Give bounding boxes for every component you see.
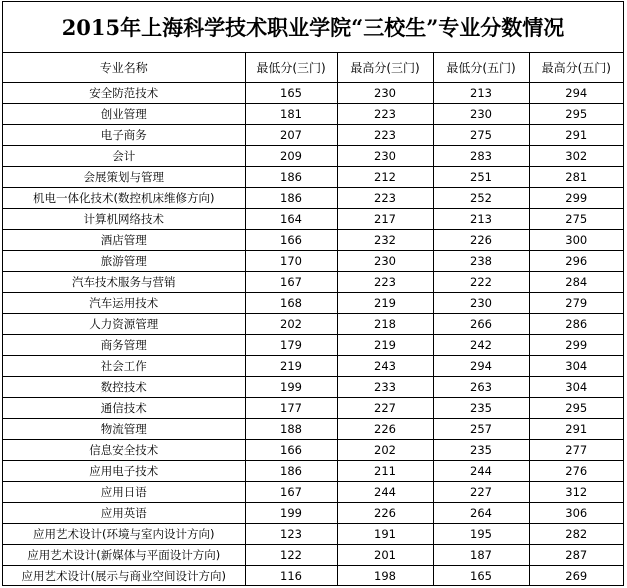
major-name-cell: 旅游管理 xyxy=(3,251,245,272)
max-score-three-cell: 226 xyxy=(337,503,433,524)
max-score-three-cell: 230 xyxy=(337,251,433,272)
min-score-five-cell: 275 xyxy=(433,125,529,146)
min-score-five-cell: 263 xyxy=(433,377,529,398)
max-score-five-cell: 279 xyxy=(529,293,623,314)
header-min-three: 最低分(三门) xyxy=(245,53,337,83)
min-score-three-cell: 123 xyxy=(245,524,337,545)
max-score-five-cell: 291 xyxy=(529,125,623,146)
major-name-cell: 应用日语 xyxy=(3,482,245,503)
table-row xyxy=(3,440,623,461)
table-row xyxy=(3,503,623,524)
min-score-five-cell: 226 xyxy=(433,230,529,251)
table-row xyxy=(3,398,623,419)
min-score-three-cell: 209 xyxy=(245,146,337,167)
min-score-three-cell: 179 xyxy=(245,335,337,356)
max-score-three-cell: 219 xyxy=(337,335,433,356)
min-score-five-cell: 187 xyxy=(433,545,529,566)
max-score-five-cell: 291 xyxy=(529,419,623,440)
min-score-five-cell: 242 xyxy=(433,335,529,356)
max-score-three-cell: 230 xyxy=(337,83,433,104)
max-score-five-cell: 275 xyxy=(529,209,623,230)
major-name-cell: 创业管理 xyxy=(3,104,245,125)
major-name-cell: 计算机网络技术 xyxy=(3,209,245,230)
major-name-cell: 应用艺术设计(展示与商业空间设计方向) xyxy=(3,566,245,587)
major-name-cell: 社会工作 xyxy=(3,356,245,377)
min-score-three-cell: 199 xyxy=(245,377,337,398)
score-sheet xyxy=(2,1,624,586)
min-score-five-cell: 294 xyxy=(433,356,529,377)
min-score-three-cell: 219 xyxy=(245,356,337,377)
max-score-three-cell: 223 xyxy=(337,125,433,146)
min-score-five-cell: 257 xyxy=(433,419,529,440)
table-row xyxy=(3,83,623,104)
max-score-three-cell: 202 xyxy=(337,440,433,461)
min-score-five-cell: 238 xyxy=(433,251,529,272)
min-score-five-cell: 227 xyxy=(433,482,529,503)
max-score-five-cell: 304 xyxy=(529,356,623,377)
major-name-cell: 商务管理 xyxy=(3,335,245,356)
max-score-five-cell: 286 xyxy=(529,314,623,335)
major-name-cell: 会展策划与管理 xyxy=(3,167,245,188)
min-score-three-cell: 164 xyxy=(245,209,337,230)
table-row xyxy=(3,545,623,566)
min-score-five-cell: 252 xyxy=(433,188,529,209)
major-name-cell: 机电一体化技术(数控机床维修方向) xyxy=(3,188,245,209)
header-row xyxy=(3,53,623,83)
table-row xyxy=(3,188,623,209)
max-score-three-cell: 227 xyxy=(337,398,433,419)
max-score-five-cell: 295 xyxy=(529,104,623,125)
major-name-cell: 会计 xyxy=(3,146,245,167)
max-score-five-cell: 294 xyxy=(529,83,623,104)
max-score-five-cell: 282 xyxy=(529,524,623,545)
max-score-five-cell: 287 xyxy=(529,545,623,566)
table-row xyxy=(3,125,623,146)
min-score-three-cell: 186 xyxy=(245,188,337,209)
min-score-three-cell: 166 xyxy=(245,230,337,251)
major-name-cell: 通信技术 xyxy=(3,398,245,419)
max-score-three-cell: 243 xyxy=(337,356,433,377)
min-score-five-cell: 195 xyxy=(433,524,529,545)
max-score-three-cell: 191 xyxy=(337,524,433,545)
table-row xyxy=(3,566,623,587)
max-score-three-cell: 219 xyxy=(337,293,433,314)
major-name-cell: 电子商务 xyxy=(3,125,245,146)
max-score-five-cell: 284 xyxy=(529,272,623,293)
min-score-three-cell: 181 xyxy=(245,104,337,125)
max-score-five-cell: 277 xyxy=(529,440,623,461)
min-score-three-cell: 166 xyxy=(245,440,337,461)
max-score-five-cell: 299 xyxy=(529,335,623,356)
max-score-three-cell: 201 xyxy=(337,545,433,566)
max-score-three-cell: 223 xyxy=(337,272,433,293)
major-name-cell: 汽车运用技术 xyxy=(3,293,245,314)
table-row xyxy=(3,419,623,440)
max-score-three-cell: 244 xyxy=(337,482,433,503)
table-row xyxy=(3,146,623,167)
min-score-five-cell: 244 xyxy=(433,461,529,482)
max-score-three-cell: 223 xyxy=(337,104,433,125)
major-name-cell: 数控技术 xyxy=(3,377,245,398)
major-name-cell: 物流管理 xyxy=(3,419,245,440)
max-score-five-cell: 302 xyxy=(529,146,623,167)
min-score-three-cell: 188 xyxy=(245,419,337,440)
max-score-five-cell: 299 xyxy=(529,188,623,209)
max-score-three-cell: 226 xyxy=(337,419,433,440)
min-score-five-cell: 230 xyxy=(433,104,529,125)
min-score-five-cell: 251 xyxy=(433,167,529,188)
table-row xyxy=(3,230,623,251)
max-score-three-cell: 232 xyxy=(337,230,433,251)
major-name-cell: 信息安全技术 xyxy=(3,440,245,461)
table-row xyxy=(3,377,623,398)
table-row xyxy=(3,482,623,503)
min-score-three-cell: 202 xyxy=(245,314,337,335)
min-score-five-cell: 222 xyxy=(433,272,529,293)
header-max-three: 最高分(三门) xyxy=(337,53,433,83)
table-row xyxy=(3,356,623,377)
header-max-five: 最高分(五门) xyxy=(529,53,623,83)
min-score-three-cell: 170 xyxy=(245,251,337,272)
min-score-five-cell: 213 xyxy=(433,209,529,230)
table-row xyxy=(3,293,623,314)
max-score-five-cell: 295 xyxy=(529,398,623,419)
min-score-three-cell: 186 xyxy=(245,461,337,482)
max-score-three-cell: 233 xyxy=(337,377,433,398)
max-score-three-cell: 223 xyxy=(337,188,433,209)
table-row xyxy=(3,272,623,293)
major-name-cell: 应用艺术设计(环境与室内设计方向) xyxy=(3,524,245,545)
max-score-five-cell: 300 xyxy=(529,230,623,251)
major-name-cell: 应用电子技术 xyxy=(3,461,245,482)
max-score-five-cell: 306 xyxy=(529,503,623,524)
min-score-five-cell: 283 xyxy=(433,146,529,167)
min-score-five-cell: 266 xyxy=(433,314,529,335)
max-score-three-cell: 217 xyxy=(337,209,433,230)
max-score-three-cell: 211 xyxy=(337,461,433,482)
header-major: 专业名称 xyxy=(3,53,245,83)
min-score-three-cell: 116 xyxy=(245,566,337,587)
table-row xyxy=(3,314,623,335)
major-name-cell: 人力资源管理 xyxy=(3,314,245,335)
max-score-three-cell: 218 xyxy=(337,314,433,335)
max-score-three-cell: 230 xyxy=(337,146,433,167)
table-row xyxy=(3,251,623,272)
major-name-cell: 汽车技术服务与营销 xyxy=(3,272,245,293)
table-row xyxy=(3,104,623,125)
max-score-three-cell: 212 xyxy=(337,167,433,188)
max-score-five-cell: 304 xyxy=(529,377,623,398)
min-score-three-cell: 122 xyxy=(245,545,337,566)
min-score-three-cell: 207 xyxy=(245,125,337,146)
major-name-cell: 酒店管理 xyxy=(3,230,245,251)
sheet-title: 2015年上海科学技术职业学院“三校生”专业分数情况 xyxy=(3,2,623,53)
max-score-five-cell: 276 xyxy=(529,461,623,482)
min-score-five-cell: 230 xyxy=(433,293,529,314)
min-score-five-cell: 213 xyxy=(433,83,529,104)
max-score-five-cell: 269 xyxy=(529,566,623,587)
major-name-cell: 应用艺术设计(新媒体与平面设计方向) xyxy=(3,545,245,566)
min-score-three-cell: 168 xyxy=(245,293,337,314)
max-score-three-cell: 198 xyxy=(337,566,433,587)
table-row xyxy=(3,461,623,482)
score-table xyxy=(3,53,623,586)
max-score-five-cell: 312 xyxy=(529,482,623,503)
min-score-five-cell: 264 xyxy=(433,503,529,524)
min-score-three-cell: 177 xyxy=(245,398,337,419)
min-score-five-cell: 165 xyxy=(433,566,529,587)
min-score-three-cell: 167 xyxy=(245,482,337,503)
min-score-three-cell: 167 xyxy=(245,272,337,293)
max-score-five-cell: 296 xyxy=(529,251,623,272)
min-score-three-cell: 186 xyxy=(245,167,337,188)
major-name-cell: 安全防范技术 xyxy=(3,83,245,104)
min-score-three-cell: 199 xyxy=(245,503,337,524)
table-row xyxy=(3,209,623,230)
min-score-five-cell: 235 xyxy=(433,440,529,461)
table-row xyxy=(3,167,623,188)
header-min-five: 最低分(五门) xyxy=(433,53,529,83)
min-score-three-cell: 165 xyxy=(245,83,337,104)
table-row xyxy=(3,524,623,545)
max-score-five-cell: 281 xyxy=(529,167,623,188)
min-score-five-cell: 235 xyxy=(433,398,529,419)
major-name-cell: 应用英语 xyxy=(3,503,245,524)
table-row xyxy=(3,335,623,356)
